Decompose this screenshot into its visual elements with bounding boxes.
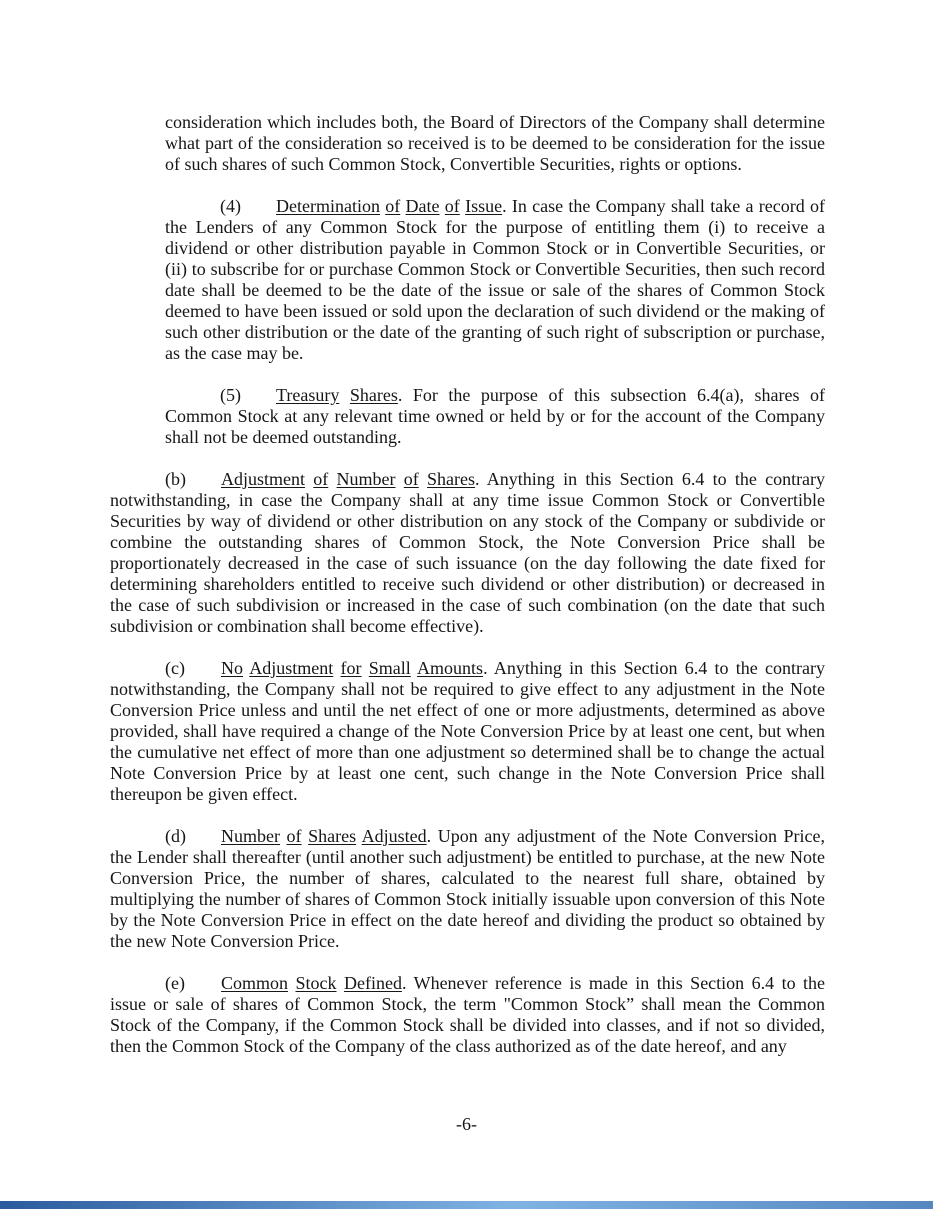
paragraph-label: (5) [220,385,241,405]
paragraph-heading: Adjustment of Number of Shares [221,469,476,489]
page-content [110,112,825,1078]
paragraph-d [110,826,825,952]
paragraph-heading: Treasury Shares [276,385,398,405]
paragraph-label: (d) [165,826,186,846]
paragraph-text: . Whenever reference is made in this Section 6.4 to the issue or sale of shares of Common Stock, the term "Common Stock” shall mean the Common Stock of the Company, if the Common Stock shall be divided into classes, and if not so divided, then the Common Stock of the Company of the class authorized as of the date hereof, and any [110,973,826,1056]
paragraph-heading: No Adjustment for Small Amounts [221,658,484,678]
paragraph-e [110,973,825,1057]
paragraph-4 [165,196,825,364]
paragraph-text: . Anything in this Section 6.4 to the contrary notwithstanding, the Company shall not be required to give effect to any adjustment in the Note Conversion Price unless and until the net effect of one or more adjustments, determined as above provided, shall have required a change of the Note Conversion Price by at least one cent, but when the cumulative net effect of more than one adjustment so determined shall be to change the actual Note Conversion Price by at least one cent, such change in the Note Conversion Price shall thereupon be given effect. [110,658,826,804]
paragraph-label: (4) [220,196,241,216]
paragraph-b [110,469,825,637]
paragraph-text: . In case the Company shall take a record of the Lenders of any Common Stock for the purpose of entitling them (i) to receive a dividend or other distribution payable in Common Stock or in Convertible Securities, or (ii) to subscribe for or purchase Common Stock or Convertible Securities, then such record date shall be deemed to be the date of the issue or sale of the shares of Common Stock deemed to have been issued or sold upon the declaration of such dividend or the making of such other distribution or the date of the granting of such right of subscription or purchase, as the case may be. [165,196,825,363]
paragraph-label: (e) [165,973,185,993]
paragraph-text: . For the purpose of this subsection 6.4(a), shares of Common Stock at any relevant time owned or held by or for the account of the Company shall not be deemed outstanding. [165,385,826,447]
paragraph-label: (b) [165,469,186,489]
bottom-edge-bar [0,1201,933,1209]
paragraph-label: (c) [165,658,185,678]
page-number: -6- [456,1114,477,1134]
paragraph-c [110,658,825,805]
paragraph-5 [165,385,825,448]
paragraph-heading: Determination of Date of Issue [276,196,503,216]
paragraph-continuation [165,112,825,175]
paragraph-text: consideration which includes both, the Board of Directors of the Company shall determine what part of the consideration so received is to be deemed to be consideration for the issue of such shares of such Common Stock, Convertible Securities, rights or options. [165,112,825,174]
paragraph-heading: Number of Shares Adjusted [221,826,427,846]
paragraph-heading: Common Stock Defined [221,973,402,993]
paragraph-text: . Anything in this Section 6.4 to the contrary notwithstanding, in case the Company shall at any time issue Common Stock or Convertible Securities by way of dividend or other distribution on any stock of the Company or subdivide or combine the outstanding shares of Common Stock, the Note Conversion Price shall be proportionately decreased in the case of such issuance (on the day following the date fixed for determining shareholders entitled to receive such dividend or other distribution) or decreased in the case of such subdivision or increased in the case of such combination (on the date that such subdivision or combination shall become effective). [110,469,826,636]
paragraph-text: . Upon any adjustment of the Note Conversion Price, the Lender shall thereafter (until another such adjustment) be entitled to purchase, at the new Note Conversion Price, the number of shares, calculated to the nearest full share, obtained by multiplying the number of shares of Common Stock initially issuable upon conversion of this Note by the Note Conversion Price in effect on the date hereof and dividing the product so obtained by the new Note Conversion Price. [110,826,826,951]
